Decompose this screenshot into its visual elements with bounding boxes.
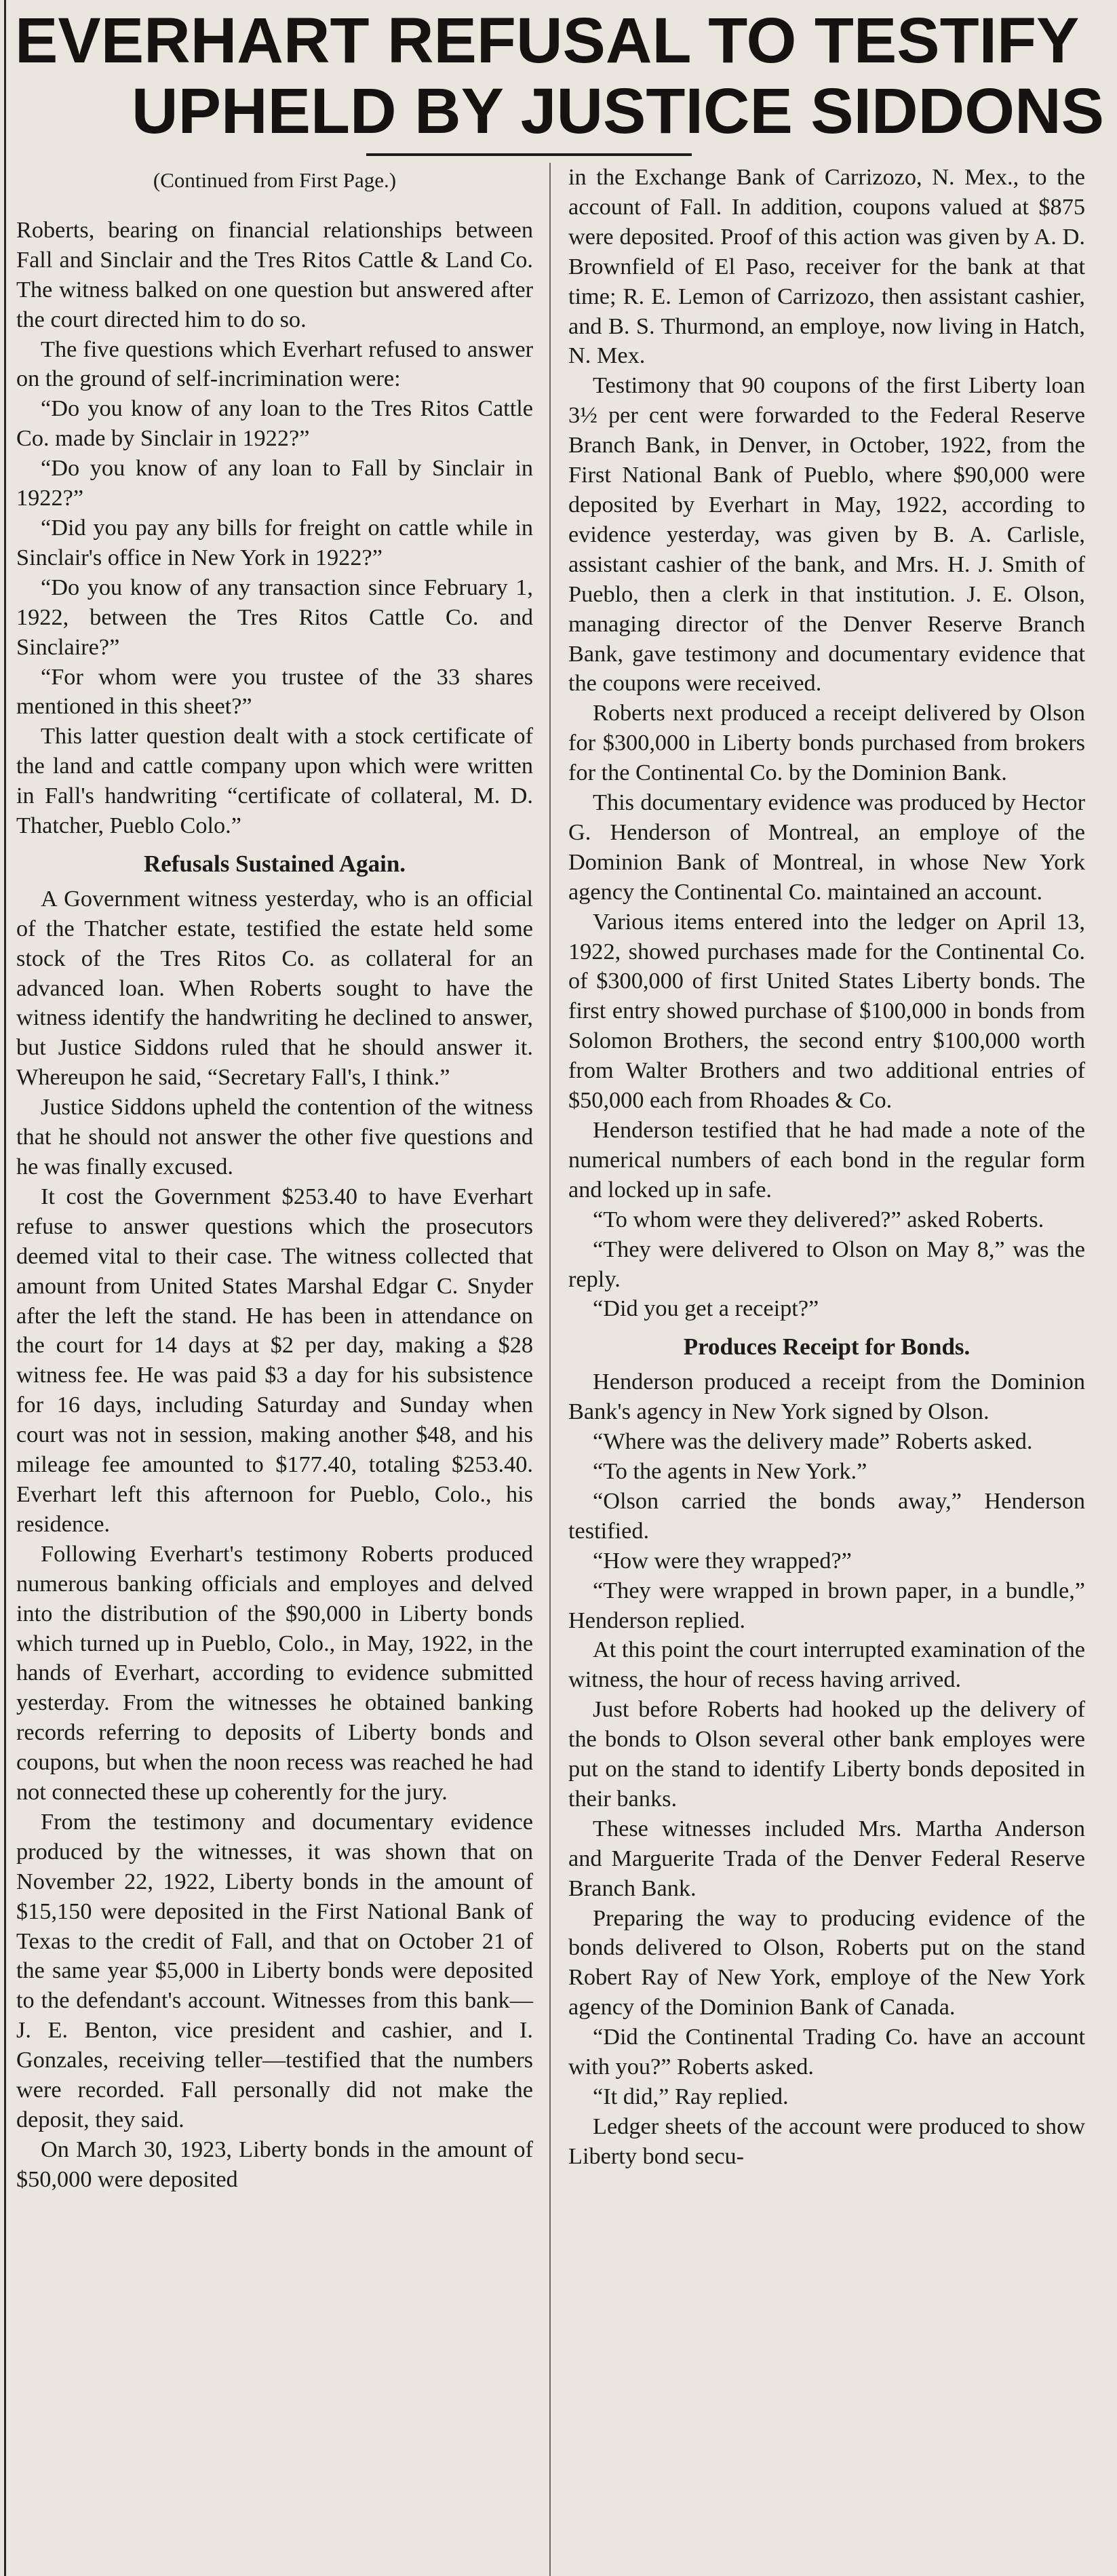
paragraph: “They were wrapped in brown paper, in a bundle,” Henderson replied. (568, 1577, 1085, 1633)
question: “Do you know of any loan to Fall by Sinclair in 1922?” (16, 455, 533, 511)
left-column (16, 163, 533, 2195)
paragraph: Various items entered into the ledger on April 13, 1922, showed purchases made for the Continental Co. of $300,000 of first United States Liberty bonds. The first entry showed purchase of $100,000 in bonds from Solomon Brothers, the second entry $100,000 worth from Walter Brothers and two additional entries of $50,000 each from Rhoades & Co. (568, 908, 1085, 1114)
headline-line-2: UPHELD BY JUSTICE SIDDONS (132, 75, 1105, 147)
paragraph: Following Everhart's testimony Roberts produced numerous banking officials and employes and delved into the distribution of the $90,000 in Liberty bonds which turned up in Pueblo, Colo., in May, 1922, in the hands of Everhart, according to evidence submitted yesterday. From the witnesses he obtained banking records referring to deposits of Liberty bonds and coupons, but when the noon recess was reached he had not connected these up coherently for the jury. (16, 1540, 533, 1806)
headline-rule (366, 153, 692, 156)
question: “Do you know of any loan to the Tres Ritos Cattle Co. made by Sinclair in 1922?” (16, 395, 533, 452)
paragraph: “Where was the delivery made” Roberts asked. (593, 1428, 1033, 1455)
paragraph: This latter question dealt with a stock certificate of the land and cattle company upon which were written in Fall's handwriting “certificate of collateral, M. D. Thatcher, Pueblo Colo.” (16, 723, 533, 839)
paragraph: The five questions which Everhart refused to answer on the ground of self-incrimination were: (16, 336, 533, 392)
paragraph: Ledger sheets of the account were produced to show Liberty bond secu- (568, 2113, 1085, 2169)
paragraph: A Government witness yesterday, who is an official of the Thatcher estate, testified the estate held some stock of the Tres Ritos Co. as collateral for an advanced loan. When Roberts sought to have the witness identify the handwriting he declined to answer, but Justice Siddons ruled that he should answer it. Whereupon he said, “Secretary Fall's, I think.” (16, 885, 533, 1091)
paragraph: Henderson produced a receipt from the Dominion Bank's agency in New York signed by Olson. (568, 1369, 1085, 1425)
subheading: Refusals Sustained Again. (143, 850, 406, 877)
question: “For whom were you trustee of the 33 shares mentioned in this sheet?” (16, 663, 533, 720)
paragraph: Roberts, bearing on financial relationships between Fall and Sinclair and the Tres Ritos Cattle & Land Co. The witness balked on one question but answered after the court directed him to do so. (16, 216, 533, 332)
paragraph: This documentary evidence was produced by Hector G. Henderson of Montreal, an employe of the Dominion Bank of Montreal, in whose New York agency the Continental Co. maintained an account. (568, 789, 1085, 905)
paragraph: Henderson testified that he had made a note of the numerical numbers of each bond in the regular form and locked up in safe. (568, 1117, 1085, 1203)
headline-line-1: EVERHART REFUSAL TO TESTIFY (15, 5, 1080, 77)
paragraph: in the Exchange Bank of Carrizozo, N. Mex., to the account of Fall. In addition, coupons valued at $875 were deposited. Proof of this action was given by A. D. Brownfield of El Paso, receiver for the bank at that time; R. E. Lemon of Carrizozo, then assistant cashier, and B. S. Thurmond, an employe, now living in Hatch, N. Mex. (568, 164, 1085, 369)
paragraph: “They were delivered to Olson on May 8,” was the reply. (568, 1236, 1085, 1292)
column-divider (549, 163, 551, 2576)
continued-notice: (Continued from First Page.) (153, 168, 397, 192)
paragraph: These witnesses included Mrs. Martha Anderson and Marguerite Trada of the Denver Federal Reserve Branch Bank. (568, 1815, 1085, 1901)
paragraph: From the testimony and documentary evidence produced by the witnesses, it was shown that on November 22, 1922, Liberty bonds in the amount of $15,150 were deposited in the First National Bank of Texas to the credit of Fall, and that on October 21 of the same year $5,000 in Liberty bonds were deposited to the defendant's account. Witnesses from this bank—J. E. Benton, vice president and cashier, and I. Gonzales, receiving teller—testified that the numbers were recorded. Fall personally did not make the deposit, they said. (16, 1808, 533, 2132)
paragraph: “To whom were they delivered?” asked Roberts. (593, 1206, 1044, 1232)
paragraph: Testimony that 90 coupons of the first Liberty loan 3½ per cent were forwarded to the Federal Reserve Branch Bank, in Denver, in October, 1922, from the First National Bank of Pueblo, where $90,000 were deposited by Everhart in May, 1922, according to evidence yesterday, was given by B. A. Carlisle, assistant cashier of the bank, and Mrs. H. J. Smith of Pueblo, then a clerk in that institution. J. E. Olson, managing director of the Denver Reserve Branch Bank, gave testimony and documentary evidence that the coupons were received. (568, 372, 1085, 697)
paragraph: Justice Siddons upheld the contention of the witness that he should not answer the other five questions and he was finally excused. (16, 1094, 533, 1179)
paragraph: On March 30, 1923, Liberty bonds in the amount of $50,000 were deposited (16, 2136, 533, 2192)
headline (15, 5, 1107, 147)
paragraph: “Olson carried the bonds away,” Henderson testified. (568, 1487, 1085, 1544)
paragraph: Roberts next produced a receipt delivered by Olson for $300,000 in Liberty bonds purchased from brokers for the Continental Co. by the Dominion Bank. (568, 700, 1085, 786)
paragraph: “To the agents in New York.” (593, 1458, 867, 1484)
paragraph: Preparing the way to producing evidence of the bonds delivered to Olson, Roberts put on the stand Robert Ray of New York, employe of the New York agency of the Dominion Bank of Canada. (568, 1905, 1085, 2021)
subheading: Produces Receipt for Bonds. (683, 1333, 971, 1361)
paragraph: “Did you get a receipt?” (593, 1295, 819, 1322)
paragraph: “It did,” Ray replied. (593, 2084, 789, 2109)
paragraph: “Did the Continental Trading Co. have an account with you?” Roberts asked. (568, 2024, 1085, 2080)
question: “Did you pay any bills for freight on cattle while in Sinclair's office in New York in 1922?” (16, 514, 533, 570)
right-column (568, 163, 1085, 2172)
paragraph: At this point the court interrupted examination of the witness, the hour of recess having arrived. (568, 1637, 1085, 1693)
paragraph: “How were they wrapped?” (593, 1547, 852, 1574)
left-edge-rule (4, 0, 6, 2576)
paragraph: Just before Roberts had hooked up the delivery of the bonds to Olson several other bank employes were put on the stand to identify Liberty bonds deposited in their banks. (568, 1696, 1085, 1812)
question: “Do you know of any transaction since February 1, 1922, between the Tres Ritos Cattle Co. and Sinclaire?” (16, 574, 533, 660)
paragraph: It cost the Government $253.40 to have Everhart refuse to answer questions which the prosecutors deemed vital to their case. The witness collected that amount from United States Marshal Edgar C. Snyder after the left the stand. He has been in attendance on the court for 14 days at $2 per day, making a $28 witness fee. He was paid $3 a day for his subsistence for 16 days, including Saturday and Sunday when court was not in session, making another $48, and his mileage fee amounted to $177.40, totaling $253.40. Everhart left this afternoon for Pueblo, Colo., his residence. (16, 1183, 533, 1537)
